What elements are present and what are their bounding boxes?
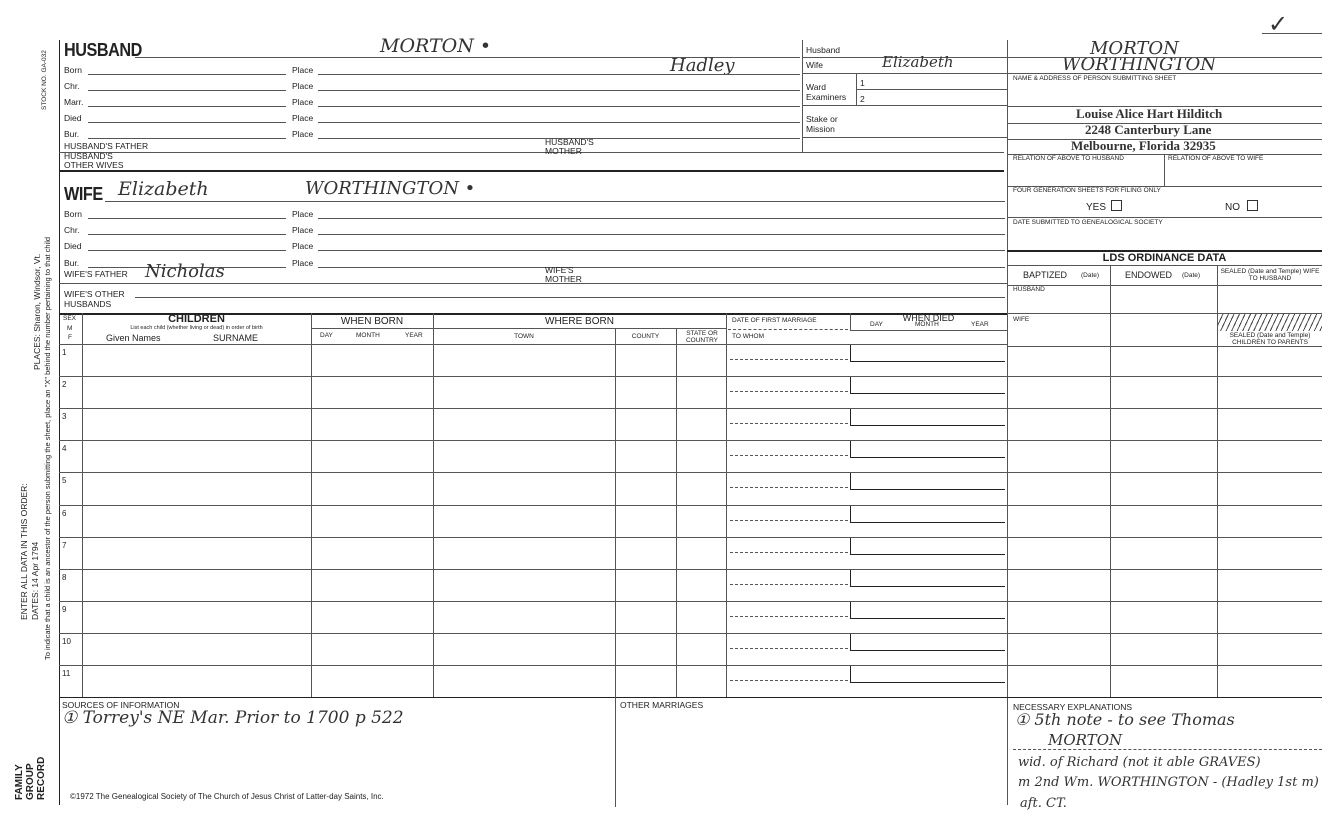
four-gen-bottom-line	[1007, 217, 1322, 218]
lds-header-line	[1007, 285, 1322, 286]
child-name-cell[interactable]	[83, 377, 310, 407]
born-month-label: MONTH	[356, 332, 380, 339]
state-country-label: STATE OR COUNTRY	[685, 330, 719, 344]
wife-died-place-label: Place	[292, 241, 314, 251]
yes-checkbox[interactable]	[1111, 200, 1122, 211]
husband-bur-place-label: Place	[292, 129, 314, 139]
child-row-number: 3	[62, 412, 67, 422]
check-underline	[1262, 33, 1322, 34]
died-day-label: DAY	[870, 321, 883, 328]
wife-chr-place-label: Place	[292, 225, 314, 235]
submitter-name: Louise Alice Hart Hilditch	[1076, 106, 1223, 121]
child-died-bracket[interactable]	[850, 666, 1005, 683]
husband-born-place-label: Place	[292, 65, 314, 75]
when-born-sub-line	[311, 328, 433, 329]
yes-label: YES	[1086, 202, 1107, 213]
enter-all-data: ENTER ALL DATA IN THIS ORDER:	[19, 483, 29, 620]
family-group-record-label	[14, 764, 25, 800]
when-died-label: WHEN DIED	[902, 313, 955, 323]
husband-died-line[interactable]	[88, 122, 286, 123]
check-mark: ✓	[1268, 11, 1289, 38]
surname-label: SURNAME	[213, 333, 259, 343]
child-died-bracket[interactable]	[850, 441, 1005, 458]
husbands-mother-label: HUSBAND'S MOTHER	[545, 137, 594, 156]
sex-label: SEX	[63, 315, 77, 322]
sealed-children-label: SEALED (Date and Temple) CHILDREN TO PARENTS	[1229, 332, 1311, 346]
child-name-cell[interactable]	[83, 538, 310, 568]
husband-place-handwritten: Hadley	[670, 55, 735, 76]
wife-name-line	[105, 201, 1005, 202]
expl-line-4: m 2nd Wm. WORTHINGTON - (Hadley 1st m)	[1018, 775, 1319, 790]
lds-wife-line	[1007, 346, 1322, 347]
wifes-father-handwritten: Nicholas	[145, 261, 225, 282]
child-name-cell[interactable]	[83, 666, 310, 696]
baptized-date-label: (Date)	[1081, 272, 1100, 279]
child-name-cell[interactable]	[83, 634, 310, 664]
child-name-cell[interactable]	[83, 506, 310, 536]
child-row-number: 2	[62, 380, 67, 390]
stake-mission-label: Stake or Mission	[806, 114, 838, 134]
husband-chr-label: Chr.	[64, 81, 80, 91]
places-order: PLACES: Sharon, Windsor, Vt.	[32, 253, 42, 370]
wife-died-label: Died	[64, 241, 82, 251]
child-died-bracket[interactable]	[850, 634, 1005, 651]
child-row-number: 1	[62, 348, 67, 357]
child-marriage-dash	[730, 359, 848, 360]
wifes-mother-label: WIFE'S MOTHER	[545, 265, 582, 284]
submitter-line-1	[1007, 106, 1322, 107]
wife-born-place-line[interactable]	[318, 218, 1005, 219]
child-row-number: 8	[62, 572, 67, 582]
child-row-number: 10	[62, 636, 71, 646]
husband-chr-place-label: Place	[292, 81, 314, 91]
husband-heading: HUSBAND	[64, 40, 142, 60]
where-born-label: WHERE BORN	[545, 316, 614, 327]
child-marriage-dash	[730, 455, 848, 456]
fgr-word-1: FAMILY	[14, 764, 25, 800]
wife-born-label: Born	[64, 209, 82, 219]
child-marriage-dash	[730, 391, 848, 392]
stock-number: STOCK NO. GA-032	[41, 50, 48, 110]
wife-bur-place-line[interactable]	[318, 267, 1005, 268]
child-name-cell[interactable]	[83, 602, 310, 632]
header-line-1	[1007, 57, 1322, 58]
wife-surname-handwritten: WORTHINGTON •	[305, 178, 476, 199]
wife-died-line[interactable]	[88, 250, 286, 251]
child-marriage-dash	[730, 648, 848, 649]
county-label: COUNTY	[631, 333, 660, 340]
other-marriages-divider	[615, 697, 616, 807]
wife-given-handwritten: Elizabeth	[118, 178, 209, 200]
children-label: CHILDREN	[168, 313, 225, 325]
when-born-label: WHEN BORN	[340, 316, 404, 327]
ward-examiners-bottom	[802, 105, 1007, 106]
header-surname-wife: WORTHINGTON	[1062, 54, 1216, 75]
child-row-number: 4	[62, 444, 67, 454]
child-died-bracket[interactable]	[850, 473, 1005, 490]
no-label: NO	[1225, 202, 1240, 213]
wifes-father-label: WIFE'S FATHER	[64, 269, 128, 279]
submitter-city: Melbourne, Florida 32935	[1071, 138, 1216, 153]
wife-born-place-label: Place	[292, 209, 314, 219]
other-husbands-line[interactable]	[135, 297, 1005, 298]
submitter-line-2	[1007, 123, 1322, 124]
children-sublabel: List each child (whether living or dead) in order of birth	[130, 325, 263, 331]
sources-label: SOURCES OF INFORMATION	[62, 700, 180, 710]
expl-line-2: MORTON	[1048, 731, 1123, 749]
no-checkbox[interactable]	[1247, 200, 1258, 211]
relation-husband-label: RELATION OF ABOVE TO HUSBAND	[1013, 155, 1124, 162]
ward-wife-handwritten: Elizabeth	[882, 53, 954, 71]
submitter-street: 2248 Canterbury Lane	[1085, 122, 1212, 137]
wife-chr-label: Chr.	[64, 225, 80, 235]
husband-chr-place-line[interactable]	[318, 90, 800, 91]
child-died-bracket[interactable]	[850, 409, 1005, 426]
expl-line-5: aft. CT.	[1020, 796, 1067, 811]
wife-bur-label: Bur.	[64, 258, 80, 268]
sex-f-label: F	[68, 334, 72, 341]
child-died-bracket[interactable]	[850, 506, 1005, 523]
husband-marr-place-line[interactable]	[318, 106, 800, 107]
examiner-2: 2	[860, 94, 865, 104]
lds-husband-label: HUSBAND	[1013, 286, 1045, 293]
wife-died-place-line[interactable]	[318, 250, 1005, 251]
relation-wife-label: RELATION OF ABOVE TO WIFE	[1168, 155, 1264, 162]
endowed-label: ENDOWED	[1125, 270, 1172, 280]
child-marriage-dash	[730, 584, 848, 585]
when-died-line	[850, 330, 1007, 331]
wife-born-line[interactable]	[88, 218, 286, 219]
endowed-date-label: (Date)	[1182, 272, 1201, 279]
child-marriage-dash	[730, 680, 848, 681]
examiner-1: 1	[860, 78, 865, 88]
husband-born-label: Born	[64, 65, 82, 75]
child-row-number: 6	[62, 508, 67, 518]
child-died-bracket[interactable]	[850, 345, 1005, 362]
husband-died-place-line[interactable]	[318, 122, 800, 123]
wife-parents-line	[59, 283, 1007, 284]
where-born-sub-line	[433, 328, 726, 329]
husband-born-place-line[interactable]	[318, 74, 800, 75]
sex-m-label: M	[67, 325, 73, 332]
child-marriage-dash	[730, 552, 848, 553]
child-name-cell[interactable]	[83, 570, 310, 600]
expl-line-3: wid. of Richard (not it able GRAVES)	[1018, 755, 1261, 770]
child-row-number: 11	[62, 669, 71, 678]
header-line-2	[1007, 73, 1322, 74]
other-marriages-label: OTHER MARRIAGES	[620, 700, 704, 710]
stake-line	[802, 137, 1007, 138]
born-day-label: DAY	[320, 332, 333, 339]
ward-wife-line	[802, 73, 1007, 74]
relation-divider	[1164, 154, 1165, 186]
born-year-label: YEAR	[405, 332, 423, 339]
wife-chr-place-line[interactable]	[318, 234, 1005, 235]
child-marriage-dash	[730, 520, 848, 521]
town-col-divider	[615, 328, 616, 697]
wife-bur-place-label: Place	[292, 258, 314, 268]
husband-marr-place-label: Place	[292, 97, 314, 107]
lds-title: LDS ORDINANCE DATA	[1102, 252, 1227, 264]
first-marriage-dash	[728, 329, 848, 330]
child-name-cell[interactable]	[83, 409, 310, 439]
husbands-father-label: HUSBAND'S FATHER	[64, 141, 149, 151]
date-submitted-label: DATE SUBMITTED TO GENEALOGICAL SOCIETY	[1013, 219, 1163, 226]
child-died-bracket[interactable]	[850, 570, 1005, 587]
copyright-notice: ©1972 The Genealogical Society of The Church of Jesus Christ of Latter-day Saints, Inc.	[70, 792, 384, 801]
husband-name-handwritten: MORTON •	[380, 35, 492, 57]
to-whom-label: TO WHOM	[732, 333, 765, 340]
wife-chr-line[interactable]	[88, 234, 286, 235]
header-surname-husband: MORTON	[1090, 38, 1179, 59]
husband-born-line[interactable]	[88, 74, 286, 75]
dates-order: DATES: 14 Apr 1794	[30, 541, 40, 620]
husbands-other-wives-label: HUSBAND'S OTHER WIVES	[64, 151, 124, 170]
died-month-label: MONTH	[915, 321, 939, 328]
died-year-label: YEAR	[971, 321, 989, 328]
sealed-wife-label: SEALED (Date and Temple) WIFE TO HUSBAND	[1220, 268, 1320, 282]
husband-bottom-line	[59, 152, 1004, 153]
footer-top-line	[59, 697, 1322, 698]
given-names-label: Given Names	[106, 333, 161, 343]
four-generation-label: FOUR GENERATION SHEETS FOR FILING ONLY	[1013, 187, 1161, 194]
child-died-bracket[interactable]	[850, 602, 1005, 619]
ward-husband-label: Husband	[806, 45, 841, 55]
husband-marr-line[interactable]	[88, 106, 286, 107]
town-label: TOWN	[514, 333, 534, 340]
child-row-number: 5	[62, 476, 67, 486]
husband-died-place-label: Place	[292, 113, 314, 123]
husband-bur-label: Bur.	[64, 129, 80, 139]
husband-chr-line[interactable]	[88, 90, 286, 91]
examiner-1-line[interactable]	[856, 89, 1007, 90]
husband-section-divider	[59, 170, 1004, 172]
baptized-label: BAPTIZED	[1023, 270, 1068, 280]
left-border	[59, 40, 60, 805]
lds-wife-label: WIFE	[1013, 316, 1030, 323]
child-died-bracket[interactable]	[850, 377, 1005, 394]
expl-dash-line	[1013, 749, 1322, 750]
child-row-number: 7	[62, 540, 67, 550]
first-marriage-label: DATE OF FIRST MARRIAGE	[732, 317, 817, 324]
necessary-explanations-label: NECESSARY EXPLANATIONS	[1013, 702, 1133, 712]
ward-wife-label: Wife	[806, 60, 823, 70]
child-name-cell[interactable]	[83, 441, 310, 471]
husband-bur-line[interactable]	[88, 138, 286, 139]
husband-marr-label: Marr.	[64, 97, 84, 107]
wife-heading: WIFE	[64, 184, 103, 204]
fgr-word-2: GROUP	[25, 763, 36, 800]
fgr-word-3: RECORD	[36, 756, 47, 800]
lds-title-line	[1007, 265, 1322, 266]
child-name-cell[interactable]	[83, 473, 310, 503]
child-name-cell[interactable]	[83, 345, 310, 375]
husband-died-label: Died	[64, 113, 82, 123]
sources-handwritten: ① Torrey's NE Mar. Prior to 1700 p 522	[62, 708, 404, 728]
child-marriage-dash	[730, 423, 848, 424]
child-marriage-dash	[730, 616, 848, 617]
ward-examiners-label: Ward Examiners	[806, 82, 847, 102]
submitter-line-3	[1007, 139, 1322, 140]
child-row-number: 9	[62, 604, 67, 614]
sealed-hatch	[1218, 314, 1322, 331]
child-died-bracket[interactable]	[850, 538, 1005, 555]
expl-line-1: ① 5th note - to see Thomas	[1015, 710, 1235, 729]
submitter-label: NAME & ADDRESS OF PERSON SUBMITTING SHEET	[1013, 75, 1177, 82]
child-marriage-dash	[730, 487, 848, 488]
county-col-divider	[676, 328, 677, 697]
ancestor-instruction: To indicate that a child is an ancestor of the person submitting the sheet, place an "X" behind the number pertaining to that child	[43, 236, 52, 660]
wifes-other-husbands-label: WIFE'S OTHER HUSBANDS	[64, 289, 125, 309]
